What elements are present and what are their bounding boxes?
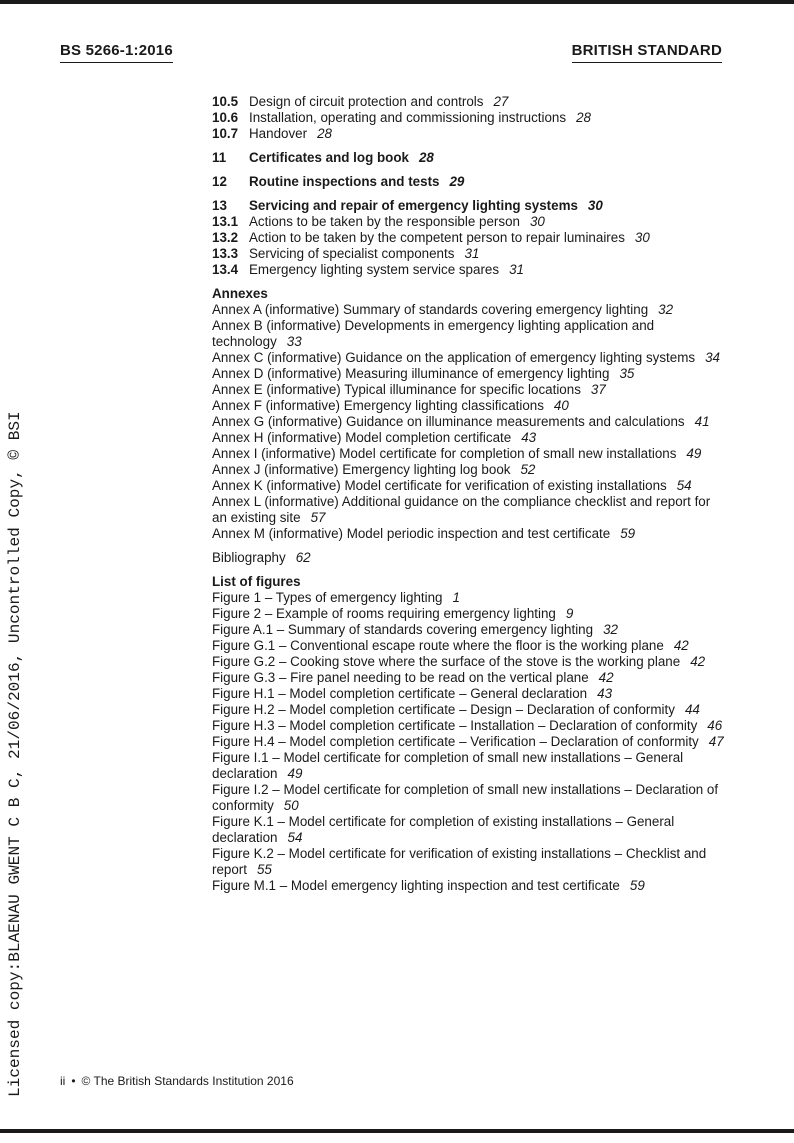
clause-number: 13.4	[212, 262, 239, 277]
figure-title: Figure K.2 – Model certificate for verification of existing installations – Checklist and report	[212, 846, 707, 877]
clause-title	[249, 214, 727, 230]
figure-page: 59	[629, 878, 645, 893]
clause-list	[212, 94, 727, 278]
annex-entry[interactable]	[212, 526, 727, 542]
clause-title-text: Actions to be taken by the responsible person	[249, 214, 520, 229]
clause-title	[249, 198, 727, 214]
annex-entry[interactable]	[212, 366, 727, 382]
footer-page-number: ii	[60, 1074, 66, 1088]
top-rule	[0, 0, 794, 4]
annex-title: Annex E (informative) Typical illuminance for specific locations	[212, 382, 581, 397]
figure-entry[interactable]	[212, 782, 727, 814]
clause-number: 13.3	[212, 246, 239, 261]
annex-title: Annex I (informative) Model certificate for completion of small new installations	[212, 446, 677, 461]
annex-entry[interactable]	[212, 462, 727, 478]
clause-title	[249, 94, 727, 110]
annex-entry[interactable]	[212, 478, 727, 494]
figure-entry[interactable]	[212, 878, 727, 894]
annex-page: 35	[619, 366, 635, 381]
annex-page: 33	[286, 334, 302, 349]
annex-page: 49	[686, 446, 702, 461]
figure-entry[interactable]	[212, 590, 727, 606]
bibliography-title: Bibliography	[212, 550, 286, 565]
figure-title: Figure H.2 – Model completion certificate – Design – Declaration of conformity	[212, 702, 675, 717]
clause-title-text: Servicing and repair of emergency lighting systems	[249, 198, 578, 213]
clause-title	[249, 126, 727, 142]
figure-entry[interactable]	[212, 718, 727, 734]
clause-page: 30	[529, 214, 545, 229]
toc-clause-entry[interactable]	[212, 198, 727, 214]
annex-list	[212, 302, 727, 542]
figure-page: 55	[256, 862, 272, 877]
page-footer	[60, 1073, 294, 1089]
clause-title-text: Routine inspections and tests	[249, 174, 440, 189]
clause-title	[249, 174, 727, 190]
figure-entry[interactable]	[212, 734, 727, 750]
figure-page: 42	[690, 654, 706, 669]
annex-title: Annex F (informative) Emergency lighting classifications	[212, 398, 544, 413]
figure-entry[interactable]	[212, 638, 727, 654]
figure-title: Figure G.2 – Cooking stove where the surface of the stove is the working plane	[212, 654, 681, 669]
clause-title	[249, 246, 727, 262]
figure-title: Figure A.1 – Summary of standards covering emergency lighting	[212, 622, 594, 637]
annex-page: 52	[520, 462, 536, 477]
figure-page: 1	[452, 590, 460, 605]
annex-page: 40	[553, 398, 569, 413]
annex-title: Annex L (informative) Additional guidance on the compliance checklist and report for an existing site	[212, 494, 711, 525]
annex-entry[interactable]	[212, 302, 727, 318]
annex-page: 34	[705, 350, 720, 365]
clause-page: 30	[634, 230, 650, 245]
figure-title: Figure H.3 – Model completion certificate – Installation – Declaration of conformity	[212, 718, 698, 733]
annex-page: 54	[676, 478, 692, 493]
standard-type: BRITISH STANDARD	[572, 42, 722, 63]
clause-page: 29	[449, 174, 465, 189]
annex-page: 41	[694, 414, 710, 429]
annex-entry[interactable]	[212, 414, 727, 430]
annex-page: 57	[310, 510, 326, 525]
clause-title	[249, 150, 727, 166]
toc-clause-entry[interactable]	[212, 230, 727, 246]
clause-title-text: Design of circuit protection and controls	[249, 94, 484, 109]
figure-title: Figure 2 – Example of rooms requiring emergency lighting	[212, 606, 556, 621]
annex-page: 43	[521, 430, 537, 445]
license-watermark: Licensed copy:BLAENAU GWENT C B C, 21/06/2016, Uncontrolled Copy, © BSI	[6, 411, 24, 1097]
bottom-rule	[0, 1129, 794, 1133]
figure-title: Figure H.4 – Model completion certificate – Verification – Declaration of conformity	[212, 734, 699, 749]
annex-page: 32	[658, 302, 674, 317]
clause-page: 28	[418, 150, 434, 165]
annex-title: Annex J (informative) Emergency lighting log book	[212, 462, 511, 477]
annex-title: Annex C (informative) Guidance on the application of emergency lighting systems	[212, 350, 696, 365]
annexes-heading: Annexes	[212, 286, 268, 301]
annex-entry[interactable]	[212, 494, 727, 526]
standard-number: BS 5266-1:2016	[60, 42, 173, 63]
table-of-contents	[212, 94, 727, 894]
clause-page: 30	[587, 198, 603, 213]
clause-page: 27	[493, 94, 509, 109]
toc-clause-entry[interactable]	[212, 214, 727, 230]
bibliography-page: 62	[295, 550, 311, 565]
toc-clause-entry[interactable]	[212, 110, 727, 126]
annex-page: 59	[620, 526, 636, 541]
clause-number: 10.6	[212, 110, 239, 125]
clause-title-text: Action to be taken by the competent person to repair luminaires	[249, 230, 625, 245]
annex-title: Annex A (informative) Summary of standards covering emergency lighting	[212, 302, 649, 317]
figure-title: Figure I.2 – Model certificate for completion of small new installations – Declaration of conformity	[212, 782, 719, 813]
annex-title: Annex K (informative) Model certificate for verification of existing installations	[212, 478, 667, 493]
figure-page: 47	[708, 734, 724, 749]
clause-title-text: Handover	[249, 126, 308, 141]
figure-entry[interactable]	[212, 686, 727, 702]
clause-page: 31	[509, 262, 524, 277]
toc-clause-entry[interactable]	[212, 94, 727, 110]
clause-page: 31	[464, 246, 480, 261]
annex-entry[interactable]	[212, 382, 727, 398]
toc-clause-entry[interactable]	[212, 246, 727, 262]
clause-title	[249, 262, 727, 278]
annex-entry[interactable]	[212, 350, 727, 366]
footer-copyright: © The British Standards Institution 2016	[81, 1074, 294, 1088]
footer-bullet: •	[71, 1074, 76, 1088]
clause-number: 13	[212, 198, 227, 213]
figure-page: 9	[565, 606, 574, 621]
clause-title-text: Installation, operating and commissioning instructions	[249, 110, 567, 125]
annex-entry[interactable]	[212, 318, 727, 350]
toc-clause-entry[interactable]	[212, 262, 727, 278]
figure-page: 32	[603, 622, 618, 637]
annex-title: Annex D (informative) Measuring illuminance of emergency lighting	[212, 366, 610, 381]
figure-page: 44	[684, 702, 700, 717]
clause-number: 11	[212, 150, 227, 165]
figure-entry[interactable]	[212, 622, 727, 638]
toc-clause-entry[interactable]	[212, 174, 727, 190]
clause-number: 13.2	[212, 230, 239, 245]
clause-title	[249, 110, 727, 126]
clause-title	[249, 230, 727, 246]
figure-entry[interactable]	[212, 670, 727, 686]
figures-heading: List of figures	[212, 574, 301, 589]
annex-entry[interactable]	[212, 398, 727, 414]
annex-entry[interactable]	[212, 446, 727, 462]
annex-page: 37	[590, 382, 606, 397]
figure-title: Figure G.1 – Conventional escape route where the floor is the working plane	[212, 638, 664, 653]
figure-title: Figure K.1 – Model certificate for completion of existing installations – General declaration	[212, 814, 675, 845]
figure-entry[interactable]	[212, 750, 727, 782]
clause-title-text: Servicing of specialist components	[249, 246, 455, 261]
figure-page: 49	[287, 766, 303, 781]
clause-number: 13.1	[212, 214, 239, 229]
figure-title: Figure G.3 – Fire panel needing to be read on the vertical plane	[212, 670, 589, 685]
clause-page: 28	[317, 126, 332, 141]
clause-title-text: Emergency lighting system service spares	[249, 262, 500, 277]
figure-title: Figure 1 – Types of emergency lighting	[212, 590, 443, 605]
figure-list	[212, 590, 727, 894]
figure-title: Figure I.1 – Model certificate for completion of small new installations – General declaration	[212, 750, 684, 781]
toc-clause-entry[interactable]	[212, 126, 727, 142]
annex-title: Annex H (informative) Model completion certificate	[212, 430, 512, 445]
clause-title-text: Certificates and log book	[249, 150, 409, 165]
annex-title: Annex B (informative) Developments in emergency lighting application and technology	[212, 318, 655, 349]
bibliography-entry[interactable]	[212, 550, 727, 566]
figure-page: 54	[287, 830, 303, 845]
figure-title: Figure M.1 – Model emergency lighting inspection and test certificate	[212, 878, 620, 893]
figure-entry[interactable]	[212, 702, 727, 718]
annex-entry[interactable]	[212, 430, 727, 446]
clause-number: 12	[212, 174, 227, 189]
clause-number: 10.5	[212, 94, 239, 109]
figure-page: 46	[707, 718, 723, 733]
figure-entry[interactable]	[212, 814, 727, 846]
figure-page: 50	[283, 798, 299, 813]
clause-page: 28	[576, 110, 591, 125]
annex-title: Annex M (informative) Model periodic inspection and test certificate	[212, 526, 611, 541]
figure-page: 42	[598, 670, 614, 685]
figure-entry[interactable]	[212, 846, 727, 878]
figure-title: Figure H.1 – Model completion certificate – General declaration	[212, 686, 588, 701]
figure-page: 43	[597, 686, 613, 701]
figure-entry[interactable]	[212, 606, 727, 622]
clause-number: 10.7	[212, 126, 239, 141]
figure-page: 42	[673, 638, 689, 653]
toc-clause-entry[interactable]	[212, 150, 727, 166]
annex-title: Annex G (informative) Guidance on illuminance measurements and calculations	[212, 414, 685, 429]
figure-entry[interactable]	[212, 654, 727, 670]
